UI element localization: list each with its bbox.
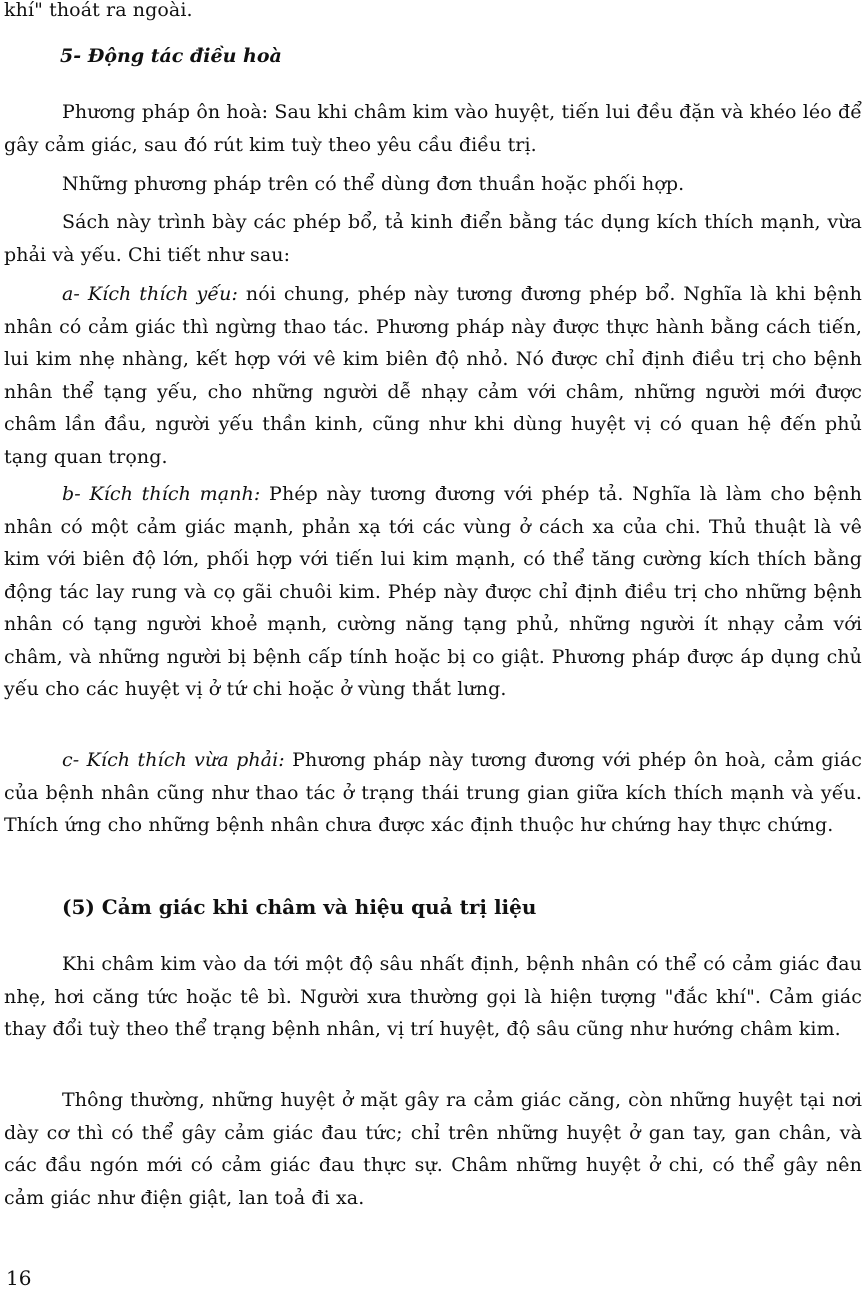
paragraph-kich-thich-yeu	[4, 278, 862, 473]
paragraph-on-hoa: Phương pháp ôn hoà: Sau khi châm kim vào huyệt, tiến lui đều đặn và khéo léo để gây cảm giác, sau đó rút kim tuỳ theo yêu cầu điều trị.	[4, 101, 862, 156]
paragraph-khi-cham: Khi châm kim vào da tới một độ sâu nhất định, bệnh nhân có thể có cảm giác đau nhẹ, hơi căng tức hoặc tê bì. Người xưa thường gọi là hiện tượng "đắc khí". Cảm giác thay đổi tuỳ theo thể trạng bệnh nhân, vị trí huyệt, độ sâu cũng như hướng châm kim.	[4, 953, 862, 1040]
paragraph-kich-thich-manh	[4, 478, 862, 706]
item-a-label: a- Kích thích yếu:	[62, 283, 238, 305]
page-number: 16	[6, 1266, 32, 1290]
item-c-label: c- Kích thích vừa phải:	[62, 749, 285, 771]
section-heading-cam-giac: (5) Cảm giác khi châm và hiệu quả trị liệu	[62, 895, 537, 919]
item-c-text: Phương pháp này tương đương với phép ôn hoà, cảm giác của bệnh nhân cũng như thao tác ở trạng thái trung gian giữa kích thích mạnh và yếu. Thích ứng cho những bệnh nhân chưa được xác định thuộc hư chứng hay thực chứng.	[4, 749, 862, 836]
paragraph-sach-nay: Sách này trình bày các phép bổ, tả kinh điển bằng tác dụng kích thích mạnh, vừa phải và yếu. Chi tiết như sau:	[4, 211, 862, 266]
item-b-label: b- Kích thích mạnh:	[62, 483, 261, 505]
paragraph-thong-thuong: Thông thường, những huyệt ở mặt gây ra cảm giác căng, còn những huyệt tại nơi dày cơ thì có thể gây cảm giác đau tức; chỉ trên những huyệt ở gan tay, gan chân, và các đầu ngón mới có cảm giác đau thực sự. Châm những huyệt ở chi, có thể gây nên cảm giác như điện giật, lan toả đi xa.	[4, 1089, 862, 1209]
item-b-text: Phép này tương đương với phép tả. Nghĩa là làm cho bệnh nhân có một cảm giác mạnh, phản xạ tới các vùng ở cách xa của chi. Thủ thuật là vê kim với biên độ lớn, phối hợp với tiến lui kim mạnh, có thể tăng cường kích thích bằng động tác lay rung và cọ gãi chuôi kim. Phép này được chỉ định điều trị cho những bệnh nhân có tạng người khoẻ mạnh, cường năng tạng phủ, những người ít nhạy cảm với châm, và những người bị bệnh cấp tính hoặc bị co giật. Phương pháp được áp dụng chủ yếu cho các huyệt vị ở tứ chi hoặc ở vùng thắt lưng.	[4, 483, 862, 700]
item-a-text: nói chung, phép này tương đương phép bổ. Nghĩa là khi bệnh nhân có cảm giác thì ngừng thao tác. Phương pháp này được thực hành bằng cách tiến, lui kim nhẹ nhàng, kết hợp với vê kim biên độ nhỏ. Nó được chỉ định điều trị cho bệnh nhân thể tạng yếu, cho những người dễ nhạy cảm với châm, những người mới được châm lần đầu, người yếu thần kinh, cũng như khi dùng huyệt vị có quan hệ đến phủ tạng quan trọng.	[4, 283, 862, 468]
subheading-dong-tac-dieu-hoa: 5- Động tác điều hoà	[60, 45, 282, 67]
paragraph-phoi-hop: Những phương pháp trên có thể dùng đơn thuần hoặc phối hợp.	[62, 173, 685, 195]
top-fragment-text: khí" thoát ra ngoài.	[4, 0, 193, 21]
paragraph-kich-thich-vua-phai	[4, 744, 862, 842]
